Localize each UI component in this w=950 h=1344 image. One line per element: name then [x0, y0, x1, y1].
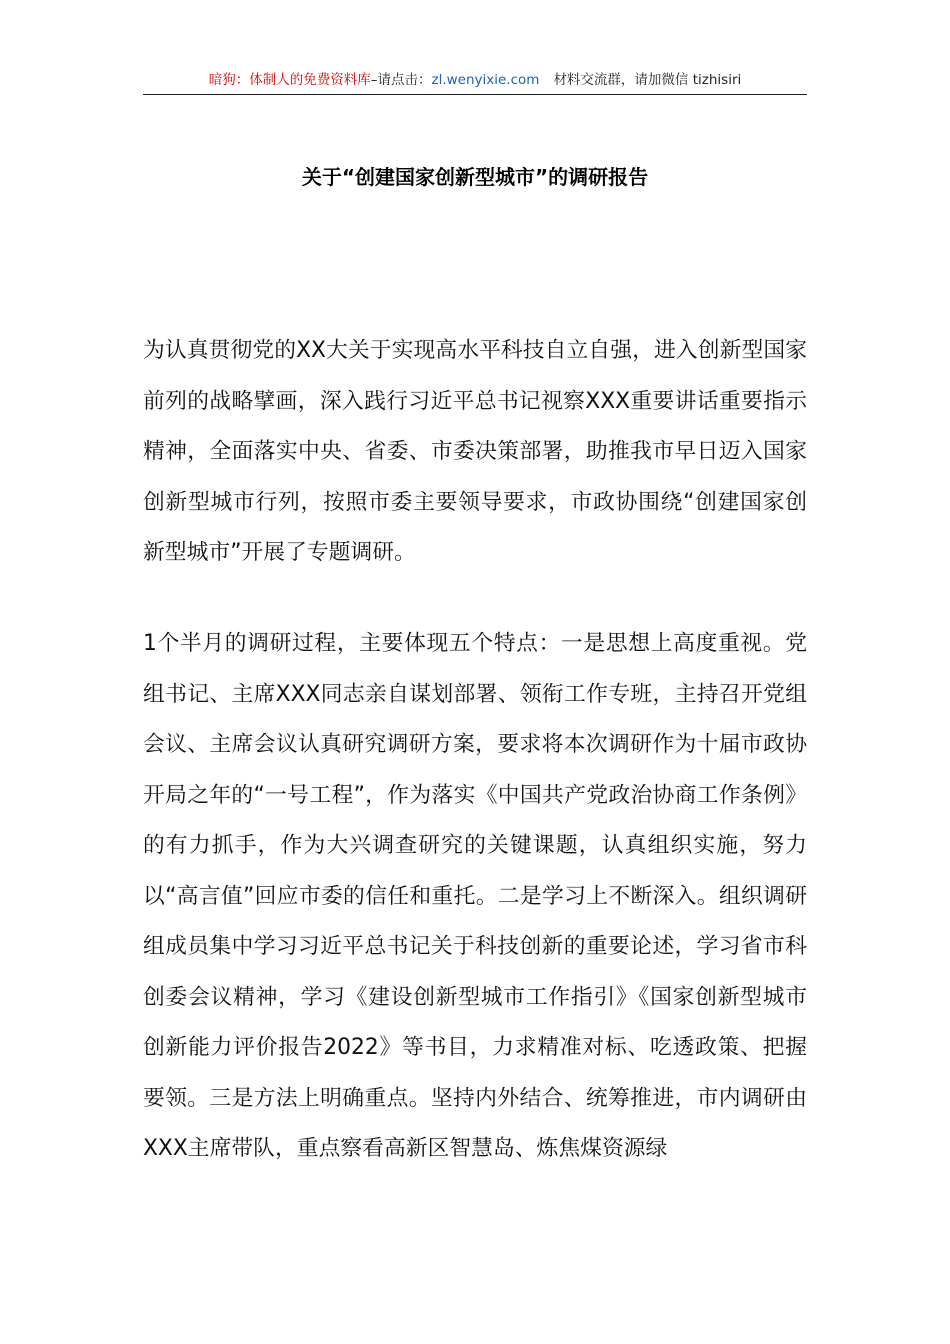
header-prompt: –请点击：	[370, 72, 432, 88]
header-group-note: 材料交流群，请加微信 tizhisiri	[553, 72, 742, 88]
header-url-link[interactable]: zl.wenyixie.com	[431, 72, 540, 88]
paragraph-intro: 为认真贯彻党的XX大关于实现高水平科技自立自强，进入创新型国家前列的战略擘画，深入践行习近平总书记视察XXX重要讲话重要指示精神，全面落实中央、省委、市委决策部署，助推我市早日迈入国家创新型城市行列，按照市委主要领导要求，市政协围绕“创建国家创新型城市”开展了专题调研。	[143, 338, 807, 565]
document-title: 关于“创建国家创新型城市”的调研报告	[301, 165, 649, 189]
paragraph-process: 1个半月的调研过程，主要体现五个特点：一是思想上高度重视。党组书记、主席XXX同志亲自谋划部署、领衔工作专班，主持召开党组会议、主席会议认真研究调研方案，要求将本次调研作为十届市政协开局之年的“一号工程”，作为落实《中国共产党政治协商工作条例》的有力抓手，作为大兴调查研究的关键课题，认真组织实施，努力以“高言值”回应市委的信任和重托。二是学习上不断深入。组织调研组成员集中学习习近平总书记关于科技创新的重要论述，学习省市科创委会议精神，学习《建设创新型城市工作指引》《国家创新型城市创新能力评价报告2022》等书目，力求精准对标、吃透政策、把握要领。三是方法上明确重点。坚持内外结合、统筹推进，市内调研由XXX主席带队，重点察看高新区智慧岛、炼焦煤资源绿	[143, 631, 807, 1161]
header-brand: 暗狗：体制人的免费资料库	[208, 72, 371, 88]
page-header	[143, 70, 807, 95]
